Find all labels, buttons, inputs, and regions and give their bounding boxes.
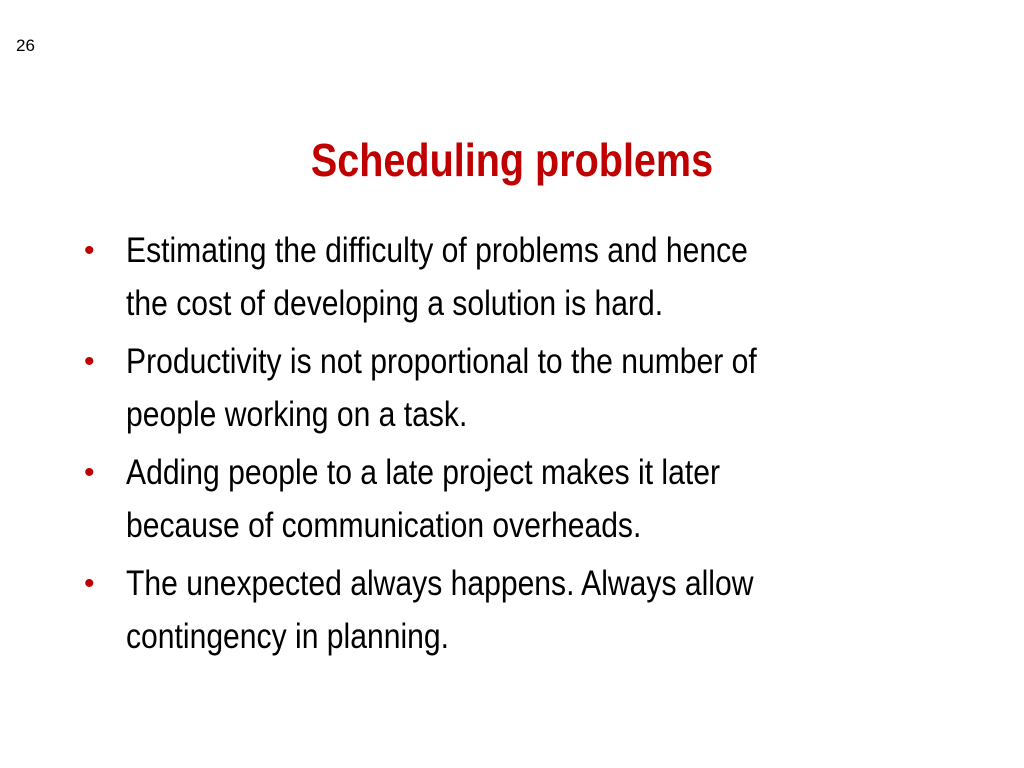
- bullet-line: people working on a task.: [126, 395, 468, 434]
- bullet-line: The unexpected always happens. Always allow: [126, 564, 754, 603]
- bullet-icon: •: [84, 456, 95, 489]
- slide-number: 26: [16, 36, 35, 55]
- bullet-line: Adding people to a late project makes it later: [126, 453, 720, 492]
- bullet-item: [84, 446, 1004, 552]
- bullet-item: [84, 224, 1004, 330]
- bullet-item: [84, 557, 1004, 663]
- bullet-line: the cost of developing a solution is hard.: [126, 284, 664, 323]
- slide-title: Scheduling problems: [310, 134, 714, 186]
- bullet-line: because of communication overheads.: [126, 506, 642, 545]
- bullet-text: [126, 224, 866, 330]
- bullet-line: Productivity is not proportional to the number of: [126, 342, 757, 381]
- bullet-text: [126, 557, 866, 663]
- bullet-line: Estimating the difficulty of problems and hence: [126, 231, 748, 270]
- bullet-text: [126, 335, 866, 441]
- bullet-text: [126, 446, 866, 552]
- bullet-item: [84, 335, 1004, 441]
- bullet-icon: •: [84, 567, 95, 600]
- bullet-list: [84, 224, 1004, 668]
- bullet-icon: •: [84, 345, 95, 378]
- bullet-line: contingency in planning.: [126, 617, 449, 656]
- bullet-icon: •: [84, 234, 95, 267]
